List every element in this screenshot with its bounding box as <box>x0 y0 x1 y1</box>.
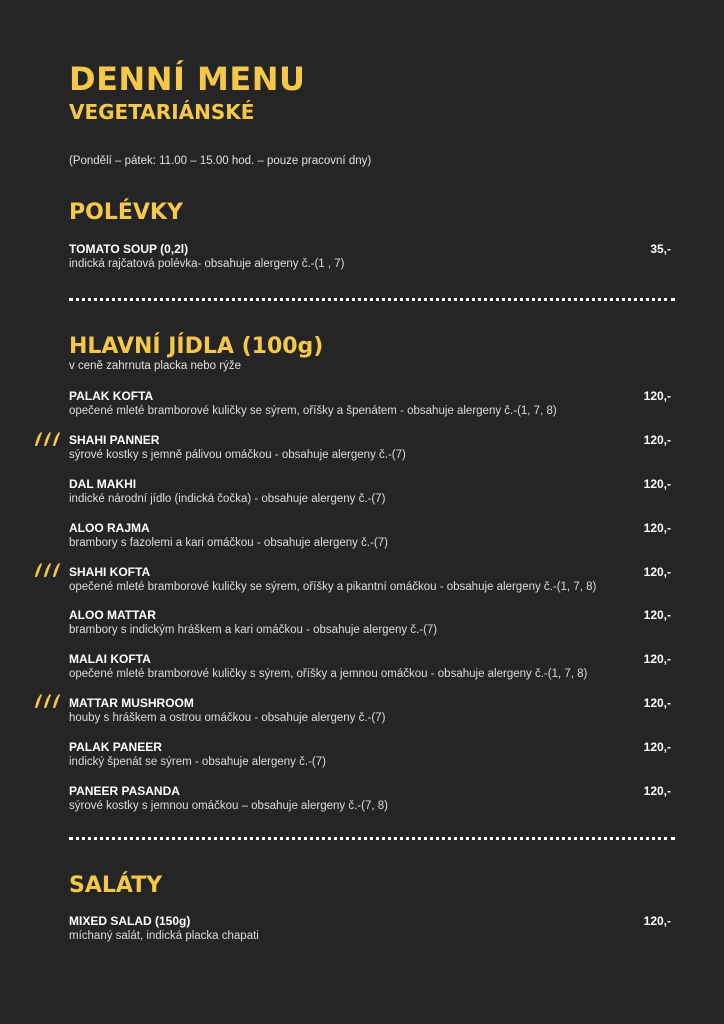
item-name: ALOO MATTAR <box>69 608 156 622</box>
item-description: houby s hráškem a ostrou omáčkou - obsahuje alergeny č.-(7) <box>69 712 386 724</box>
menu-title: DENNÍ MENU <box>69 60 306 98</box>
menu-item-main <box>69 389 671 423</box>
item-price: 120,- <box>643 652 671 666</box>
item-name: PALAK PANEER <box>69 740 162 754</box>
item-description: brambory s fazolemi a kari omáčkou - obsahuje alergeny č.-(7) <box>69 537 388 549</box>
item-description: opečené mleté bramborové kuličky se sýrem, oříšky a špenátem - obsahuje alergeny č.-(1, 7, 8) <box>69 405 557 417</box>
item-name: MIXED SALAD (150g) <box>69 914 191 928</box>
item-description: indické národní jídlo (indická čočka) - obsahuje alergeny č.-(7) <box>69 493 386 505</box>
section-divider <box>69 298 675 301</box>
item-description: opečené mleté bramborové kuličky se sýrem, oříšky a pikantní omáčkou - obsahuje alergeny č.-(1, 7, 8) <box>69 581 597 593</box>
chili-pepper-icon <box>32 430 62 448</box>
item-price: 120,- <box>643 477 671 491</box>
item-description: indická rajčatová polévka- obsahuje alergeny č.-(1 , 7) <box>69 258 345 270</box>
item-price: 120,- <box>643 740 671 754</box>
menu-item-main <box>69 565 671 599</box>
item-price: 120,- <box>643 565 671 579</box>
opening-hours: (Pondělí – pátek: 11.00 – 15.00 hod. – pouze pracovní dny) <box>69 155 372 167</box>
item-description: sýrové kostky s jemně pálivou omáčkou - obsahuje alergeny č.-(7) <box>69 449 406 461</box>
menu-item-main <box>69 608 671 642</box>
menu-item-salad <box>69 914 671 948</box>
item-description: sýrové kostky s jemnou omáčkou – obsahuje alergeny č.-(7, 8) <box>69 800 388 812</box>
item-price: 120,- <box>643 521 671 535</box>
item-name: PANEER PASANDA <box>69 784 180 798</box>
item-price: 35,- <box>650 242 671 256</box>
section-title-soups: POLÉVKY <box>69 200 183 225</box>
section-title-salads: SALÁTY <box>69 873 163 898</box>
menu-item-main <box>69 477 671 511</box>
menu-item-main <box>69 521 671 555</box>
section-divider <box>69 837 675 840</box>
section-title-mains: HLAVNÍ JÍDLA (100g) <box>69 334 324 359</box>
menu-item-main <box>69 784 671 818</box>
item-name: MALAI KOFTA <box>69 652 151 666</box>
menu-subtitle: VEGETARIÁNSKÉ <box>69 100 255 124</box>
item-description: indický špenát se sýrem - obsahuje alergeny č.-(7) <box>69 756 326 768</box>
item-name: SHAHI PANNER <box>69 433 160 447</box>
menu-item-main <box>69 433 671 467</box>
chili-pepper-icon <box>32 692 62 710</box>
item-name: ALOO RAJMA <box>69 521 150 535</box>
menu-item-main <box>69 696 671 730</box>
section-note-mains: v ceně zahrnuta placka nebo rýže <box>69 360 241 372</box>
item-price: 120,- <box>643 696 671 710</box>
menu-item-main <box>69 740 671 774</box>
item-description: míchaný salát, indická placka chapati <box>69 930 259 942</box>
menu-item-main <box>69 652 671 686</box>
item-price: 120,- <box>643 433 671 447</box>
item-name: TOMATO SOUP (0,2l) <box>69 242 189 256</box>
item-name: PALAK KOFTA <box>69 389 154 403</box>
item-description: brambory s indickým hráškem a kari omáčkou - obsahuje alergeny č.-(7) <box>69 624 438 636</box>
menu-item-soup <box>69 242 671 276</box>
item-price: 120,- <box>643 784 671 798</box>
item-price: 120,- <box>643 389 671 403</box>
item-price: 120,- <box>643 914 671 928</box>
chili-pepper-icon <box>32 561 62 579</box>
item-description: opečené mleté bramborové kuličky s sýrem, oříšky a jemnou omáčkou - obsahuje alergeny č.-(1, 7, 8) <box>69 668 588 680</box>
item-price: 120,- <box>643 608 671 622</box>
item-name: SHAHI KOFTA <box>69 565 151 579</box>
item-name: MATTAR MUSHROOM <box>69 696 194 710</box>
item-name: DAL MAKHI <box>69 477 137 491</box>
